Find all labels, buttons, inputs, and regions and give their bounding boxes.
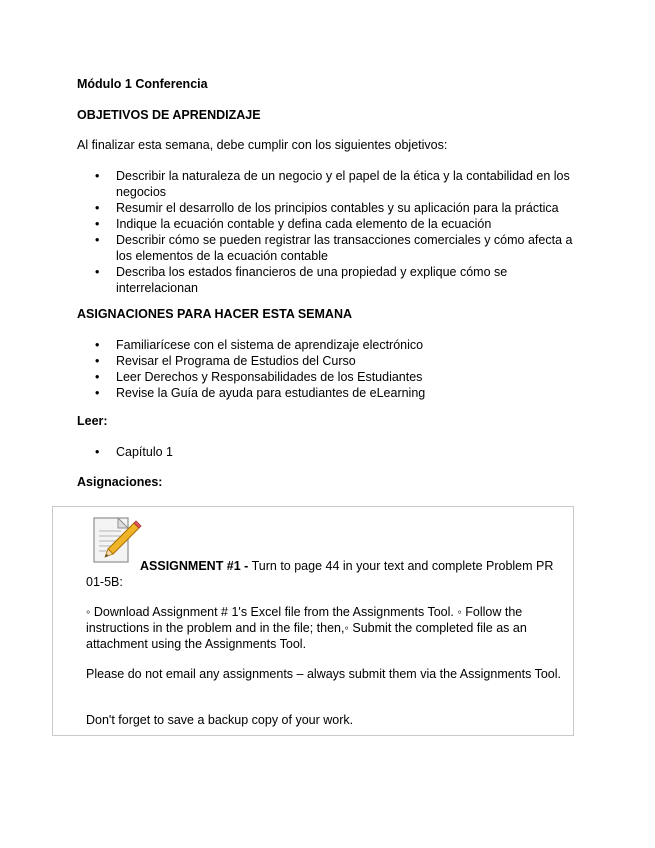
bullet-icon: • xyxy=(95,169,100,183)
list-item: • Leer Derechos y Responsabilidades de los Estudiantes xyxy=(95,370,423,384)
assignment-instructions: ◦ Download Assignment # 1's Excel file from the Assignments Tool. ◦ Follow the instructions in the problem and in the file; then,◦ Submit the completed file as an attachment using the Assignments Tool. xyxy=(86,605,527,651)
assignment-backup-note: Don't forget to save a backup copy of your work. xyxy=(86,713,354,727)
bullet-icon: • xyxy=(95,445,100,459)
list-item: • Resumir el desarrollo de los principios contables y su aplicación para la práctica xyxy=(95,201,559,215)
list-item: • Describir la naturaleza de un negocio y el papel de la ética y la contabilidad en los negocios xyxy=(95,169,570,199)
bullet-icon: • xyxy=(95,370,100,384)
objectives-heading: OBJETIVOS DE APRENDIZAJE xyxy=(77,108,261,122)
assignments-week-list xyxy=(0,337,586,401)
bullet-icon: • xyxy=(95,265,100,279)
module-title: Módulo 1 Conferencia xyxy=(77,77,208,91)
list-item: • Describa los estados financieros de una propiedad y explique cómo se interrelacionan xyxy=(95,265,508,295)
list-item: • Familiarícese con el sistema de aprendizaje electrónico xyxy=(95,338,424,352)
bullet-icon: • xyxy=(95,338,100,352)
assignment-box xyxy=(52,506,574,736)
bullet-icon: • xyxy=(95,233,100,247)
bullet-icon: • xyxy=(95,201,100,215)
list-item: • Revise la Guía de ayuda para estudiantes de eLearning xyxy=(95,386,426,400)
bullet-icon: • xyxy=(95,217,100,231)
bullet-icon: • xyxy=(95,386,100,400)
bullet-icon: • xyxy=(95,354,100,368)
list-item: • Capítulo 1 xyxy=(95,445,173,459)
assignment-title-bold: ASSIGNMENT #1 - xyxy=(140,559,249,573)
read-heading: Leer: xyxy=(77,414,108,428)
list-item: • Describir cómo se pueden registrar las transacciones comerciales y cómo afecta a los elementos de la ecuación contable xyxy=(95,233,573,263)
list-item: • Indique la ecuación contable y defina cada elemento de la ecuación xyxy=(95,217,492,231)
objectives-intro: Al finalizar esta semana, debe cumplir con los siguientes objetivos: xyxy=(77,138,448,152)
assignment-email-note: Please do not email any assignments – always submit them via the Assignments Tool. xyxy=(86,667,562,681)
assignments-heading: Asignaciones: xyxy=(77,475,163,489)
objectives-list xyxy=(0,168,586,296)
assignment-title xyxy=(86,558,566,590)
assignment-title-rest: Turn to page 44 in your text and complete Problem PR 01-5B: xyxy=(86,559,554,589)
assignments-week-heading: ASIGNACIONES PARA HACER ESTA SEMANA xyxy=(77,307,353,321)
list-item: • Revisar el Programa de Estudios del Curso xyxy=(95,354,356,368)
read-list xyxy=(0,444,586,460)
